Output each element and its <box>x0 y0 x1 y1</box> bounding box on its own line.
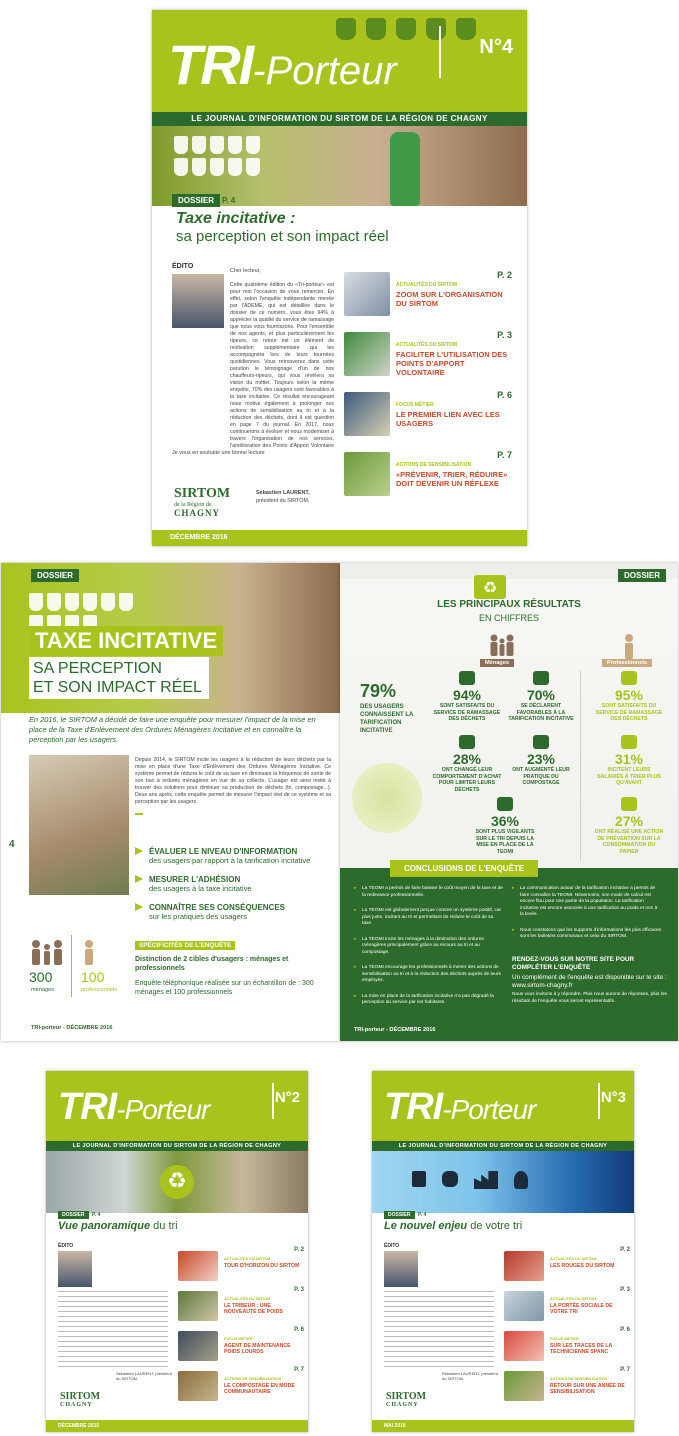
stat-menages: 23% ONT AUGMENTÉ LEUR PRATIQUE DU COMPOSTAGE <box>506 735 576 787</box>
toc-kicker: FOCUS MÉTIER <box>396 402 434 408</box>
article-body: Depuis 2014, le SIRTOM incite les usagers à la réduction de leurs déchets par la mise en place d'une Taxe d'Enlèvement des Ordures Ménagères Incitative. Ce système permet de réduire le coût de sa taxe en diminuant la fréquence de sortie de son bac à ordures ménagères en vue de sa collecte. L'usager est ainsi invité à trouver des solutions pour diminuer sa production de déchets (tri, compostage...). Deux ans après, cette enquête permet de mesurer l'impact réel de ce système et sa perception par les usagers. <box>135 757 331 805</box>
stat-pros: 31% INCITENT LEURS SALARIÉS À TRIER PLUS QU'AVANT <box>594 735 664 787</box>
compost-icon <box>533 735 549 749</box>
toc-item[interactable]: ACTUALITÉS DU SIRTOM LA PORTÉE SOCIALE DE VOTRE TRI P. 3 <box>504 1287 630 1325</box>
cup-icon <box>396 18 416 40</box>
menages-badge: Ménages <box>480 659 514 667</box>
stat-pros: 95% SONT SATISFAITS DU SERVICE DE RAMASSAGE DES DÉCHETS <box>594 671 664 723</box>
cart-icon <box>459 735 475 749</box>
pros-label: professionnels <box>81 987 118 993</box>
toc-item[interactable] <box>344 388 516 442</box>
toc-page: P. 7 <box>497 450 512 460</box>
toc-item[interactable]: ACTUALITÉS DU SIRTOM TOUR D'HORIZON DU SIRTOM P. 2 <box>178 1247 304 1285</box>
specifics-label: SPÉCIFICITÉS DE L'ENQUÊTE <box>135 941 235 950</box>
divider <box>71 935 72 997</box>
toc-kicker: ACTUALITÉS DU SIRTOM <box>396 342 458 348</box>
toc-item[interactable]: ACTUALITÉS DU SIRTOM LES ROUGES DU SIRTOM P. 2 <box>504 1247 630 1285</box>
cover-issue-3 <box>372 1071 634 1432</box>
stat-menages: 36% SONT PLUS VIGILANTS SUR LE TRI DEPUIS LA MISE EN PLACE DE LA TEOMI <box>470 797 540 855</box>
bin-icon <box>412 1171 426 1187</box>
toc-page: P. 6 <box>497 390 512 400</box>
conclusions-panel <box>340 864 678 1041</box>
spread-right-page <box>340 563 678 1041</box>
toc-title: LE PREMIER LIEN AVEC LES USAGERS <box>396 410 500 428</box>
dossier-tag: DOSSIER <box>31 569 79 582</box>
bag-icon <box>442 1171 458 1187</box>
cover-photo <box>372 1151 634 1213</box>
cover-date: DÉCEMBRE 2016 <box>152 530 527 546</box>
results-title: LES PRINCIPAUX RÉSULTATS <box>437 599 581 610</box>
masthead-title: TRI-Porteur <box>58 1086 210 1128</box>
toc-item[interactable]: ACTIONS DE SENSIBILISATION RETOUR SUR UNE ANNÉE DE SENSIBILISATION P. 7 <box>504 1367 630 1405</box>
objective-bullet: ÉVALUER LE NIVEAU D'INFORMATION des usagers par rapport à la tarification incitative <box>135 847 335 865</box>
dossier-page: P. 4 <box>418 1212 427 1218</box>
big-stat-value: 79% <box>360 681 397 701</box>
issue-number: N°2 <box>274 1089 300 1106</box>
recycle-icon <box>621 735 637 749</box>
masthead-strip: LE JOURNAL D'INFORMATION DU SIRTOM DE LA RÉGION DE CHAGNY <box>46 1141 308 1151</box>
page-footer: TRI-porteur - DÉCEMBRE 2016 <box>354 1027 436 1033</box>
toc-item[interactable]: FOCUS MÉTIER SUR LES TRACES DE LA TECHNICIENNE SPANC P. 6 <box>504 1327 630 1365</box>
cover-headline: Vue panoramique du tri <box>58 1220 178 1232</box>
dossier-tag: DOSSIER <box>384 1211 415 1219</box>
menages-count: 300 <box>29 969 53 985</box>
masthead-title: TRI-Porteur <box>168 33 397 96</box>
recycle-icon <box>497 797 513 811</box>
green-bottle-image <box>390 132 420 206</box>
cover-header <box>372 1071 634 1141</box>
edito-body: Cette quatrième édition du «Tri-porteur» est pour moi l'occasion de vous remercier. En effet, selon l'enquête indépendante menée par l'ADEME, qui est détaillée dans le dossier de ce numéro, vous êtes 94% à apprécier la qualité du service de ramassage que nous vous fournissons. Pour l'ensemble de nos agents, et plus particulièrement les ripeurs, ce retour est un élément de motivation supplémentaire qui les accompagnera lors de leurs tournées quotidiennes. Vous retrouverez dans cette parution le témoignage d'un de nos chauffeurs-ripeurs, qui vous révèlera sa vision du métier. Toujours selon la même enquête, 70% des usagers sont favorables à la taxe incitative. Ce résultat encourageant nous motive également à prolonger nos actions de sensibilisation au tri et à la réduction des déchets, dont il est question en page 7 du journal. En 2017, nous continuerons à évoluer et nous moderniser à travers l'organisation de nos services, l'amélioration des Points d'Apport Volontaire <box>230 282 334 448</box>
big-stat-text: DES USAGERS CONNAISSENT LA TARIFICATION INCITATIVE <box>360 704 414 734</box>
toc-page: P. 2 <box>497 270 512 280</box>
issue-number: N°4 <box>479 36 513 58</box>
edito-label: ÉDITO <box>58 1243 74 1249</box>
cover-date: MAI 2016 <box>372 1420 634 1432</box>
objectives-label <box>135 813 143 815</box>
box-icon <box>426 18 446 40</box>
thumbs-up-icon <box>533 671 549 685</box>
stat-menages: 94% SONT SATISFAITS DU SERVICE DE RAMASSAGE DES DÉCHETS <box>432 671 502 723</box>
stat-menages: 28% ONT CHANGÉ LEUR COMPORTEMENT D'ACHAT POUR LIMITER LEURS DÉCHETS <box>432 735 502 793</box>
truck-icon <box>621 671 637 685</box>
masthead-divider <box>272 1083 274 1119</box>
person-icon <box>622 633 636 661</box>
edito-closing: Je vous en souhaite une bonne lecture <box>172 450 265 456</box>
page-footer: TRI-porteur - DÉCEMBRE 2016 <box>31 1025 113 1031</box>
edito-body <box>384 1291 494 1371</box>
author-photo <box>58 1251 92 1287</box>
toc-thumbnail <box>344 332 390 376</box>
dossier-tag: DOSSIER <box>58 1211 89 1219</box>
bottle-icons <box>174 136 274 176</box>
toc-item[interactable]: FOCUS MÉTIER AGENT DE MAINTENANCE POIDS LOURDS P. 6 <box>178 1327 304 1365</box>
pros-badge: Professionnels <box>602 659 652 667</box>
lightbulb-icon <box>514 1171 528 1189</box>
pros-count: 100 <box>81 969 105 985</box>
cover-photo <box>46 1151 308 1213</box>
page-number: 4 <box>9 839 15 850</box>
cover-issue-4 <box>152 10 527 546</box>
masthead-title: TRI-Porteur <box>384 1086 536 1128</box>
article-intro: En 2016, le SIRTOM a décidé de faire une enquête pour mesurer l'impact de la mise en place de la Taxe d'Enlèvement des Ordures Ménagères Incitative et en connaître la perception par les usagers. <box>29 715 316 744</box>
cover-header <box>152 10 527 112</box>
dossier-page: P. 4 <box>222 196 236 205</box>
recycle-icon: ♻ <box>160 1165 194 1199</box>
signature: Sébastien LAURENT, président du SIRTOM. <box>442 1371 498 1381</box>
article-photo <box>29 755 129 895</box>
toc-title: FACILITER L'UTILISATION DES POINTS D'APPORT VOLONTAIRE <box>396 350 508 377</box>
stat-menages: 70% SE DÉCLARENT FAVORABLES À LA TARIFICATION INCITATIVE <box>506 671 576 723</box>
divider <box>580 671 581 861</box>
toc-item[interactable]: ACTIONS DE SENSIBILISATION LE COMPOSTAGE EN MODE COMMUNAUTAIRE P. 7 <box>178 1367 304 1405</box>
toc-item[interactable] <box>344 268 516 322</box>
sirtom-logo: SIRTOM de la Région de CHAGNY <box>174 486 231 518</box>
article-subtitle: SA PERCEPTION ET SON IMPACT RÉEL <box>29 657 209 699</box>
toc-item[interactable] <box>344 448 516 502</box>
paper-icon <box>621 797 637 811</box>
cta-title: RENDEZ-VOUS SUR NOTRE SITE POUR COMPLÉTER L'ENQUÊTE <box>512 956 635 971</box>
sirtom-logo: SIRTOM CHAGNY <box>386 1391 427 1408</box>
conclusions-right: ▸ La communication autour de la tarification incitative a permis de faire connaître la TEOMI. Néanmoins, son mode de calcul est encore flou pour une partie de la population. La tarification incitative est encore associée à une tarification au poids et non à la levée. ▸ Nous constatons que les supports d'informations les plus efficaces sont les bulletins communaux et celui du SIRTOM. <box>512 886 662 950</box>
spread-left-page <box>1 563 340 1041</box>
recycle-icon <box>474 575 506 599</box>
masthead-strip: LE JOURNAL D'INFORMATION DU SIRTOM DE LA RÉGION DE CHAGNY <box>372 1141 634 1151</box>
toc-item[interactable] <box>344 328 516 382</box>
cover-header <box>46 1071 308 1141</box>
objective-bullet: CONNAÎTRE SES CONSÉQUENCES sur les pratiques des usagers <box>135 903 335 921</box>
cta-text: Nous vous invitons à y répondre. Plus nous aurons de réponses, plus les résultats de l'enquête vous seront représentatifs. <box>512 992 667 1004</box>
edito-body <box>58 1291 168 1371</box>
person-icon <box>81 939 97 965</box>
toc-thumbnail <box>344 452 390 496</box>
edito-label: ÉDITO <box>384 1243 400 1249</box>
edito-greeting: Cher lecteur, <box>230 268 261 274</box>
menages-label: ménages <box>31 987 55 993</box>
dossier-page: P. 4 <box>92 1212 101 1218</box>
stat-pros: 27% ONT RÉALISÉ UNE ACTION DE PRÉVENTION SUR LA CONSOMMATION DU PAPIER <box>594 797 664 855</box>
svg-text:♻: ♻ <box>482 578 498 597</box>
sirtom-logo: SIRTOM CHAGNY <box>60 1391 101 1408</box>
toc-kicker: ACTIONS DE SENSIBILISATION <box>396 462 472 468</box>
dossier-tag: DOSSIER <box>172 194 220 207</box>
signature-role: président du SIRTOM. <box>256 498 310 504</box>
specifics-1: Distinction de 2 cibles d'usagers : ménages et professionnels <box>135 956 289 972</box>
edito-label: ÉDITO <box>172 263 194 270</box>
masthead-divider <box>598 1083 600 1119</box>
toc-thumbnail <box>344 272 390 316</box>
objective-bullet: MESURER L'ADHÉSION des usagers à la taxe incitative <box>135 875 335 893</box>
cover-date: DÉCEMBRE 2015 <box>46 1420 308 1432</box>
bag-icon <box>456 18 476 40</box>
family-icon <box>488 633 516 661</box>
truck-icon <box>459 671 475 685</box>
toc-kicker: ACTUALITÉS DU SIRTOM <box>396 282 458 288</box>
toc-title: «PRÉVENIR, TRIER, RÉDUIRE» DOIT DEVENIR UN RÉFLEXE <box>396 470 508 488</box>
author-photo <box>384 1251 418 1287</box>
specifics-2: Enquête téléphonique réalisée sur un échantillon de : 300 ménages et 100 professionnels <box>135 980 314 996</box>
cover-issue-2 <box>46 1071 308 1432</box>
masthead-divider <box>439 26 441 78</box>
masthead-strip: LE JOURNAL D'INFORMATION DU SIRTOM DE LA RÉGION DE CHAGNY <box>152 112 527 126</box>
signature-name: Sébastien LAURENT, <box>256 490 310 496</box>
process-icons <box>412 1171 528 1189</box>
family-icon <box>29 939 65 965</box>
toc-page: P. 3 <box>497 330 512 340</box>
cover-headline: Taxe incitative : sa perception et son impact réel <box>172 208 512 247</box>
issue-number: N°3 <box>600 1089 626 1106</box>
signature: Sébastien LAURENT, président du SIRTOM. <box>116 1371 172 1381</box>
toc-item[interactable]: ACTUALITÉS DU SIRTOM LE TRIBEUR : UNE NOUVEAUTÉ DE POIDS P. 3 <box>178 1287 304 1325</box>
conclusions-label: CONCLUSIONS DE L'ENQUÊTE <box>390 860 538 877</box>
bag-illustration <box>352 763 422 833</box>
cta-link[interactable]: Un complément de l'enquête est disponible sur le site : www.sirtom-chagny.fr <box>512 974 667 989</box>
conclusions-left: ▸ La TEOMI a permis de faire baisser le coût moyen de la taxe et de la redevance professionnelle. ▸ La TEOMI est globalement perçue comme un système positif, car plus juste, incitant au tri et permettant de réduire le coût de sa taxe. ▸ La TEOMI incite les ménages à la diminution des ordures ménagères principalement grâce au recours au tri et au compostage. ▸ La TEOMI encourage les professionnels à mener des actions de sensibilisation au tri et à la réduction des déchets auprès de leurs employés. ▸ La mise en place de la tarification incitative n'a pas dégradé la perception du service par les habitants. <box>354 886 504 1016</box>
factory-icon <box>474 1171 498 1189</box>
dossier-tag: DOSSIER <box>618 569 666 582</box>
toc-thumbnail <box>344 392 390 436</box>
article-title: TAXE INCITATIVE <box>29 626 223 656</box>
cover-headline: Le nouvel enjeu de votre tri <box>384 1220 523 1232</box>
toc-title: ZOOM SUR L'ORGANISATION DU SIRTOM <box>396 290 503 308</box>
results-subtitle: EN CHIFFRES <box>478 613 539 623</box>
